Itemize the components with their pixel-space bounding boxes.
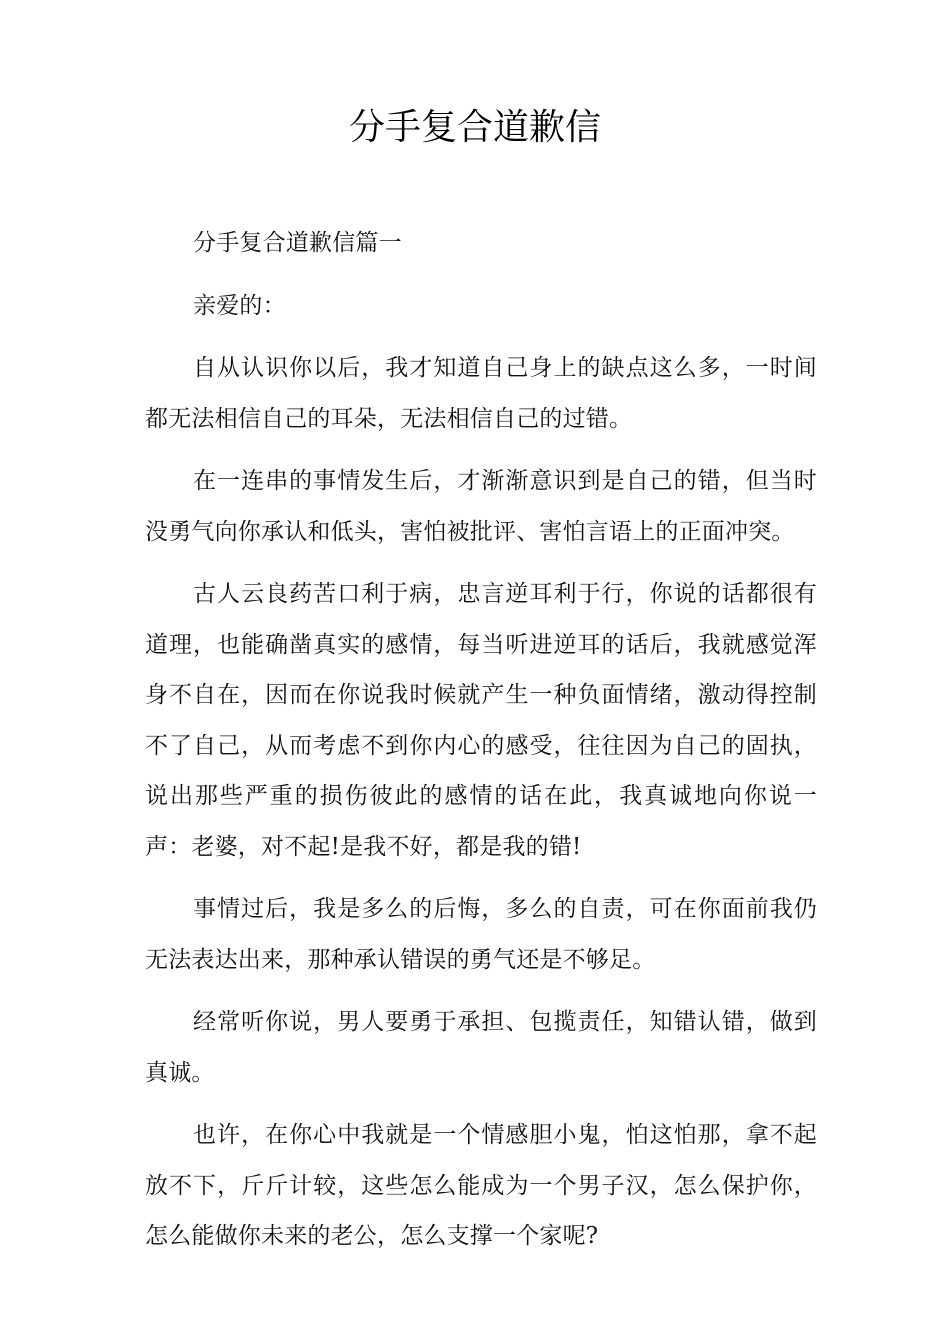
salutation: 亲爱的：: [193, 292, 286, 319]
document-title: 分手复合道歉信: [348, 107, 601, 148]
body-paragraph: 在一连串的事情发生后，才渐渐意识到是自己的错，但当时没勇气向你承认和低头，害怕被批评、害怕言语上的正面冲突。: [145, 468, 817, 545]
body-paragraph: 也许，在你心中我就是一个情感胆小鬼，怕这怕那，拿不起放不下，斤斤计较，这些怎么能成为一个男子汉，怎么保护你，怎么能做你未来的老公，怎么支撑一个家呢?: [145, 1122, 817, 1249]
body-paragraph: 自从认识你以后，我才知道自己身上的缺点这么多，一时间都无法相信自己的耳朵，无法相信自己的过错。: [145, 355, 817, 432]
body-paragraph: 事情过后，我是多么的后悔，多么的自责，可在你面前我仍无法表达出来，那种承认错误的勇气还是不够足。: [145, 896, 817, 973]
document-body: [145, 218, 817, 1274]
section-heading: 分手复合道歉信篇一: [193, 230, 402, 256]
body-paragraph: 古人云良药苦口利于病，忠言逆耳利于行，你说的话都很有道理，也能确凿真实的感情，每当听进逆耳的话后，我就感觉浑身不自在，因而在你说我时候就产生一种负面情绪，激动得控制不了自己，从而考虑不到你内心的感受，往往因为自己的固执，说出那些严重的损伤彼此的感情的话在此，我真诚地向你说一声：老婆，对不起!是我不好，都是我的错!: [145, 581, 817, 860]
body-paragraph: 经常听你说，男人要勇于承担、包揽责任，知错认错，做到真诚。: [145, 1009, 817, 1086]
